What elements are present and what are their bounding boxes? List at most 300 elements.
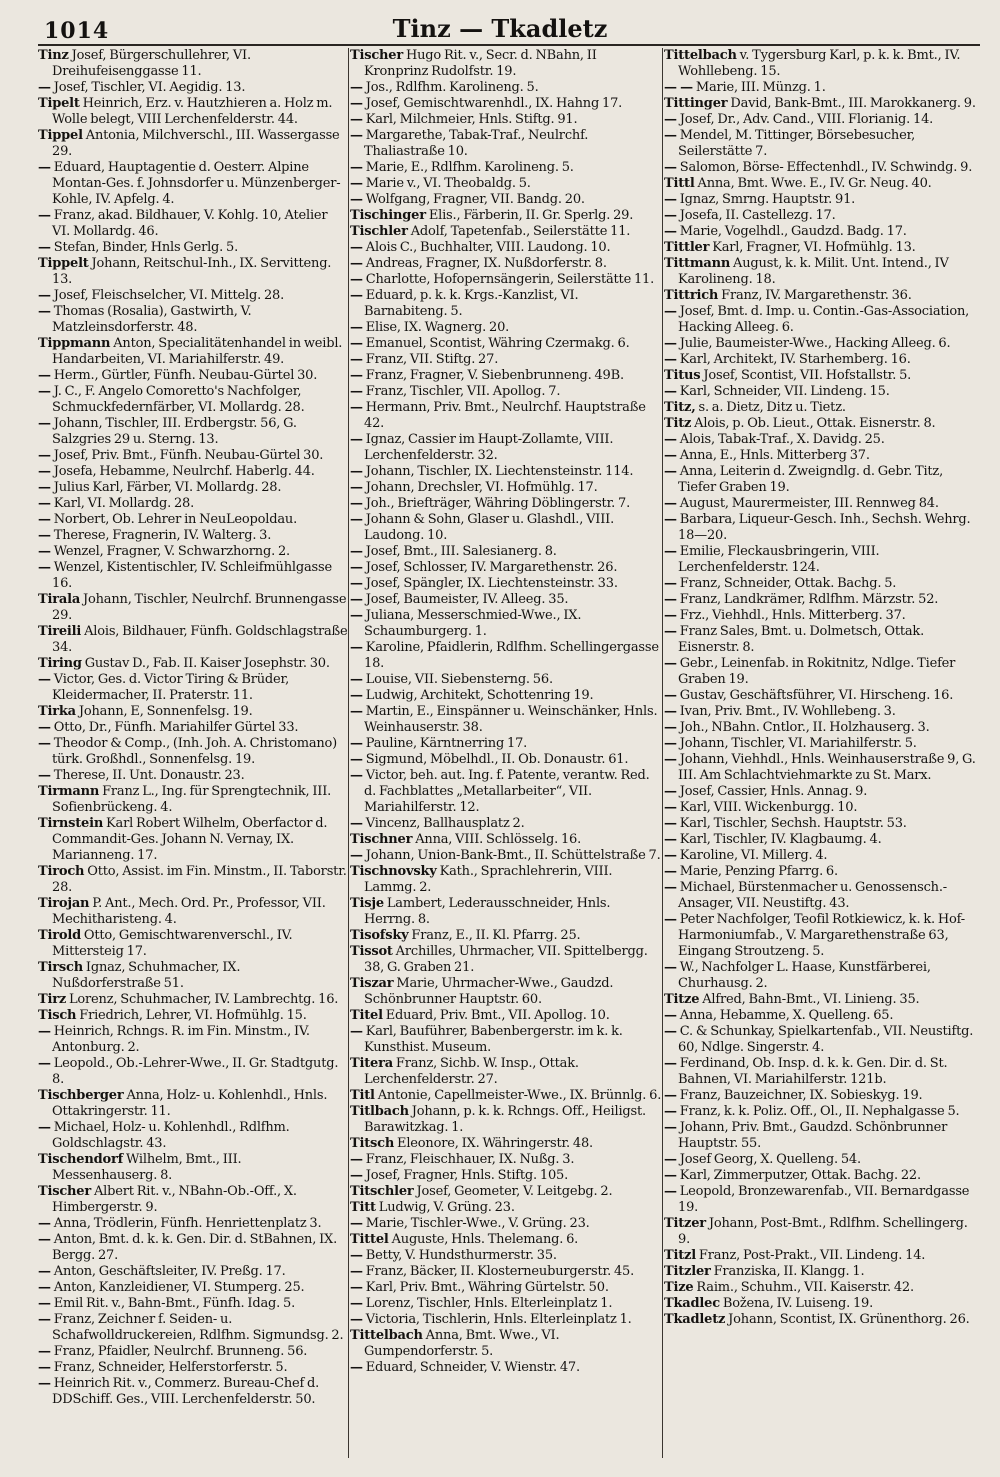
directory-entry: [350, 128, 662, 160]
directory-entry: [664, 240, 980, 256]
directory-entry: [38, 464, 348, 480]
entry-surname: —: [664, 1088, 677, 1103]
entry-details: Archilles, Uhrmacher, VII. Spittelbergg. 38, G. Graben 21.: [364, 944, 648, 975]
directory-entry: [664, 384, 980, 400]
entry-surname: —: [38, 1376, 51, 1391]
entry-surname: —: [350, 112, 363, 127]
directory-entry: [38, 1216, 348, 1232]
entry-details: Mendel, M. Tittinger, Börsebesucher, Seilerstätte 7.: [678, 128, 916, 159]
directory-entry: [664, 848, 980, 864]
entry-surname: —: [350, 592, 363, 607]
entry-surname: —: [664, 1120, 677, 1135]
directory-entry: [350, 640, 662, 672]
directory-entry: [664, 784, 980, 800]
directory-entry: [664, 96, 980, 112]
directory-entry: [664, 1008, 980, 1024]
directory-entry: [350, 544, 662, 560]
directory-entry: [38, 544, 348, 560]
directory-entry: [664, 288, 980, 304]
directory-entry: [664, 720, 980, 736]
entry-surname: —: [350, 1264, 363, 1279]
entry-surname: —: [664, 576, 677, 591]
entry-details: Josef, Gemischtwarenhdl., IX. Hahng 17.: [365, 96, 623, 111]
entry-surname: Tisch: [38, 1008, 77, 1023]
directory-entry: [350, 816, 662, 832]
directory-entry: [664, 736, 980, 752]
entry-surname: —: [664, 1024, 677, 1039]
entry-details: Marie, Tischler-Wwe., V. Grüng. 23.: [365, 1216, 590, 1231]
entry-surname: —: [664, 848, 677, 863]
directory-entry: [350, 832, 662, 848]
directory-entry: [38, 1280, 348, 1296]
entry-details: Victor, beh. aut. Ing. f. Patente, verantw. Red. d. Fachblattes „Metallarbeiter“, VII. Mariahilferstr. 12.: [364, 768, 650, 815]
entry-surname: —: [350, 352, 363, 367]
entry-surname: Tittinger: [664, 96, 728, 111]
entry-details: Gebr., Leinenfab. in Rokitnitz, Ndlge. Tiefer Graben 19.: [678, 656, 956, 687]
entry-surname: Tischendorf: [38, 1152, 124, 1167]
directory-entry: [664, 912, 980, 960]
entry-details: Johann, Viehhdl., Hnls. Weinhauserstraße 9, G. III. Am Schlachtviehmarkte zu St. Marx.: [678, 752, 976, 783]
entry-details: Lorenz, Tischler, Hnls. Elterleinplatz 1.: [365, 1296, 613, 1311]
entry-surname: —: [350, 1280, 363, 1295]
entry-surname: Titlbach: [350, 1104, 409, 1119]
entry-details: Sigmund, Möbelhdl., II. Ob. Donaustr. 61.: [365, 752, 629, 767]
entry-surname: —: [350, 480, 363, 495]
entry-surname: —: [664, 736, 677, 751]
entry-surname: —: [350, 848, 363, 863]
entry-details: Johann, p. k. k. Rchngs. Off., Heiligst. Barawitzkag. 1.: [364, 1104, 646, 1135]
entry-surname: —: [664, 608, 677, 623]
directory-entry: [38, 480, 348, 496]
directory-entry: [664, 224, 980, 240]
entry-surname: —: [38, 1312, 51, 1327]
directory-entry: [350, 736, 662, 752]
entry-surname: —: [350, 704, 363, 719]
directory-entry: [350, 1216, 662, 1232]
entry-details: Franz, IV. Margarethenstr. 36.: [721, 288, 912, 303]
entry-details: Karl, Priv. Bmt., Währing Gürtelstr. 50.: [365, 1280, 609, 1295]
entry-details: Josef, Baumeister, IV. Alleeg. 35.: [365, 592, 569, 607]
directory-entry: [38, 896, 348, 928]
entry-details: Pauline, Kärntnerring 17.: [365, 736, 528, 751]
column-divider: [662, 48, 663, 1458]
directory-entry: [350, 256, 662, 272]
entry-surname: —: [350, 160, 363, 175]
entry-details: Michael, Holz- u. Kohlenhdl., Rdlfhm. Goldschlagstr. 43.: [52, 1120, 290, 1151]
entry-surname: Tittelbach: [350, 1328, 423, 1343]
entry-details: Kath., Sprachlehrerin, VIII. Lammg. 2.: [364, 864, 613, 895]
entry-surname: —: [38, 416, 51, 431]
directory-entry: [664, 1088, 980, 1104]
entry-details: Johann, Tischler, IX. Liechtensteinstr. 114.: [365, 464, 634, 479]
entry-surname: —: [350, 96, 363, 111]
entry-surname: —: [664, 960, 677, 975]
entry-details: Betty, V. Hundsthurmerstr. 35.: [365, 1248, 557, 1263]
entry-details: Friedrich, Lehrer, VI. Hofmühlg. 15.: [79, 1008, 307, 1023]
entry-surname: —: [664, 1008, 677, 1023]
entry-surname: —: [664, 800, 677, 815]
directory-entry: [38, 1376, 348, 1408]
entry-surname: Titzler: [664, 1264, 711, 1279]
directory-entry: [664, 448, 980, 464]
entry-surname: —: [350, 576, 363, 591]
directory-entry: [350, 80, 662, 96]
directory-entry: [38, 672, 348, 704]
entry-surname: —: [350, 736, 363, 751]
entry-details: Franz, Bauzeichner, IX. Sobieskyg. 19.: [679, 1088, 923, 1103]
directory-entry: [38, 1232, 348, 1264]
entry-details: Alois C., Buchhalter, VIII. Laudong. 10.: [365, 240, 611, 255]
entry-surname: —: [350, 608, 363, 623]
entry-details: Karl Robert Wilhelm, Oberfactor d. Commandit-Ges. Johann N. Vernay, IX. Marianneng. 17.: [52, 816, 328, 863]
entry-details: August, Maurermeister, III. Rennweg 84.: [679, 496, 939, 511]
directory-entry: [38, 864, 348, 896]
entry-details: Franz, Fragner, V. Siebenbrunneng. 49B.: [365, 368, 624, 383]
entry-details: Josef, Cassier, Hnls. Annag. 9.: [679, 784, 868, 799]
entry-details: Wilhelm, Bmt., III. Messenhauserg. 8.: [52, 1152, 242, 1183]
directory-entry: [38, 768, 348, 784]
entry-details: Anna, Bmt. Wwe. E., IV. Gr. Neug. 40.: [697, 176, 932, 191]
entry-surname: Titl: [350, 1088, 375, 1103]
entry-surname: —: [38, 384, 51, 399]
entry-details: Franz, k. k. Poliz. Off., Ol., II. Nephalgasse 5.: [679, 1104, 960, 1119]
entry-surname: —: [350, 1360, 363, 1375]
directory-entry: [664, 960, 980, 992]
entry-details: Božena, IV. Luiseng. 19.: [722, 1296, 874, 1311]
entry-details: Alfred, Bahn-Bmt., VI. Linieng. 35.: [702, 992, 920, 1007]
entry-details: Josef, Priv. Bmt., Fünfh. Neubau-Gürtel 30.: [53, 448, 324, 463]
entry-details: Frz., Viehhdl., Hnls. Mitterberg. 37.: [679, 608, 906, 623]
entry-details: Julius Karl, Färber, VI. Mollardg. 28.: [53, 480, 282, 495]
directory-entry: [38, 656, 348, 672]
directory-entry: [664, 544, 980, 576]
directory-entry: [38, 1056, 348, 1088]
entry-surname: Tiszar: [350, 976, 394, 991]
entry-details: Heinrich, Rchngs. R. im Fin. Minstm., IV. Antonburg. 2.: [52, 1024, 310, 1055]
entry-details: Theodor & Comp., (Inh. Joh. A. Christomano) türk. Großhdl., Sonnenfelsg. 19.: [52, 736, 338, 767]
entry-details: Therese, Fragnerin, IV. Walterg. 3.: [53, 528, 272, 543]
entry-details: Franz L., Ing. für Sprengtechnik, III. Sofienbrückeng. 4.: [52, 784, 332, 815]
directory-entry: [664, 512, 980, 544]
entry-details: Joh., NBahn. Cntlor., II. Holzhauserg. 3.: [679, 720, 930, 735]
directory-entry: [350, 1200, 662, 1216]
entry-details: Marie, E., Rdlfhm. Karolineng. 5.: [365, 160, 574, 175]
entry-details: Otto, Dr., Fünfh. Mariahilfer Gürtel 33.: [53, 720, 299, 735]
entry-surname: —: [664, 384, 677, 399]
entry-details: Josef, Fleischselcher, VI. Mittelg. 28.: [53, 288, 285, 303]
entry-details: Johann, Union-Bank-Bmt., II. Schüttelstraße 7.: [365, 848, 661, 863]
entry-surname: —: [664, 624, 677, 639]
entry-surname: —: [350, 688, 363, 703]
entry-details: Josef, Bürgerschullehrer, VI. Dreihufeisenggasse 11.: [52, 48, 251, 79]
entry-details: Karl, Milchmeier, Hnls. Stiftg. 91.: [365, 112, 578, 127]
entry-surname: —: [38, 560, 51, 575]
entry-details: P. Ant., Mech. Ord. Pr., Professor, VII. Mechitharisteng. 4.: [52, 896, 326, 927]
entry-details: Johann, Tischler, III. Erdbergstr. 56, G. Salzgries 29 u. Sterng. 13.: [52, 416, 297, 447]
entry-details: Karl, Tischler, Sechsh. Hauptstr. 53.: [679, 816, 907, 831]
entry-details: Ivan, Priv. Bmt., IV. Wohllebeng. 3.: [679, 704, 896, 719]
entry-details: David, Bank-Bmt., III. Marokkanerg. 9.: [730, 96, 976, 111]
entry-surname: —: [38, 480, 51, 495]
entry-surname: —: [350, 176, 363, 191]
entry-details: August, k. k. Milit. Unt. Intend., IV Karolineng. 18.: [678, 256, 949, 287]
entry-details: Michael, Bürstenmacher u. Genossensch.-Ansager, VII. Neustiftg. 43.: [678, 880, 947, 911]
entry-surname: Tittelbach: [664, 48, 737, 63]
directory-entry: [664, 576, 980, 592]
entry-surname: Tischer: [38, 1184, 92, 1199]
entry-details: Josef, Schlosser, IV. Margarethenstr. 26.: [365, 560, 618, 575]
entry-surname: —: [664, 880, 677, 895]
entry-details: Josef, Bmt. d. Imp. u. Contin.-Gas-Association, Hacking Alleeg. 6.: [678, 304, 970, 335]
entry-details: Josef, Spängler, IX. Liechtensteinstr. 33.: [365, 576, 618, 591]
entry-details: Joh., Briefträger, Währing Döblingerstr. 7.: [365, 496, 631, 511]
entry-details: Johann, Post-Bmt., Rdlfhm. Schellingerg. 9.: [678, 1216, 968, 1247]
entry-details: Franz Sales, Bmt. u. Dolmetsch, Ottak. Eisnerstr. 8.: [678, 624, 925, 655]
entry-details: Salomon, Börse- Effectenhdl., IV. Schwindg. 9.: [679, 160, 973, 175]
entry-surname: —: [350, 752, 363, 767]
directory-entry: [664, 1120, 980, 1152]
directory-entry: [350, 1024, 662, 1056]
entry-surname: —: [38, 1344, 51, 1359]
entry-surname: —: [664, 112, 677, 127]
entry-surname: Titel: [350, 1008, 383, 1023]
entry-details: Raim., Schuhm., VII. Kaiserstr. 42.: [696, 1280, 914, 1295]
entry-surname: —: [664, 128, 677, 143]
directory-entry: [664, 256, 980, 288]
entry-surname: —: [350, 512, 363, 527]
directory-entry: [38, 128, 348, 160]
entry-details: Charlotte, Hofopernsängerin, Seilerstätte 11.: [365, 272, 655, 287]
directory-entry: [350, 1296, 662, 1312]
entry-surname: —: [664, 1184, 677, 1199]
directory-entry: [38, 304, 348, 336]
entry-surname: —: [350, 1248, 363, 1263]
directory-entry: [664, 1168, 980, 1184]
entry-details: Hermann, Priv. Bmt., Neulrchf. Hauptstraße 42.: [364, 400, 646, 431]
entry-surname: Tipelt: [38, 96, 80, 111]
entry-surname: Titera: [350, 1056, 393, 1071]
entry-details: Karoline, VI. Millerg. 4.: [679, 848, 828, 863]
entry-surname: Titsch: [350, 1136, 395, 1151]
directory-entry: [664, 160, 980, 176]
directory-entry: [350, 1168, 662, 1184]
entry-details: Alois, Tabak-Traf., X. Davidg. 25.: [679, 432, 885, 447]
directory-entry: [350, 1008, 662, 1024]
entry-details: Marie, III. Münzg. 1.: [695, 80, 826, 95]
entry-details: Stefan, Binder, Hnls Gerlg. 5.: [53, 240, 239, 255]
directory-entry: [350, 112, 662, 128]
entry-surname: Tischnovsky: [350, 864, 437, 879]
entry-details: Antonie, Capellmeister-Wwe., IX. Brünnlg. 6.: [377, 1088, 662, 1103]
directory-entry: [664, 208, 980, 224]
entry-details: Franziska, II. Klangg. 1.: [713, 1264, 865, 1279]
directory-entry: [664, 192, 980, 208]
entry-details: Emilie, Fleckausbringerin, VIII. Lerchenfelderstr. 124.: [678, 544, 880, 575]
directory-entry: [38, 1312, 348, 1344]
entry-details: Franz, Bäcker, II. Klosterneuburgerstr. 45.: [365, 1264, 635, 1279]
directory-entry: [38, 1152, 348, 1184]
directory-entry: [350, 1056, 662, 1088]
entry-details: Albert Rit. v., NBahn-Ob.-Off., X. Himbergerstr. 9.: [52, 1184, 297, 1215]
directory-entry: [38, 1088, 348, 1120]
entry-surname: Tischler: [350, 224, 408, 239]
entry-surname: —: [664, 208, 677, 223]
entry-details: Eduard, p. k. k. Krgs.-Kanzlist, VI. Barnabiteng. 5.: [364, 288, 579, 319]
entry-details: Louise, VII. Siebensterng. 56.: [365, 672, 553, 687]
entry-surname: Tinz: [38, 48, 69, 63]
directory-entry: [664, 608, 980, 624]
directory-entry: [664, 352, 980, 368]
directory-entry: [350, 432, 662, 464]
directory-entry: [350, 1104, 662, 1136]
directory-entry: [664, 304, 980, 336]
entry-details: Therese, II. Unt. Donaustr. 23.: [53, 768, 245, 783]
entry-details: Alois, p. Ob. Lieut., Ottak. Eisnerstr. 8.: [694, 416, 936, 431]
directory-entry: [350, 560, 662, 576]
entry-surname: Tittmann: [664, 256, 731, 271]
entry-surname: —: [350, 192, 363, 207]
entry-surname: —: [38, 1264, 51, 1279]
entry-surname: Tirmann: [38, 784, 100, 799]
entry-surname: —: [38, 448, 51, 463]
entry-surname: —: [350, 272, 363, 287]
entry-surname: Tippmann: [38, 336, 111, 351]
directory-entry: [664, 432, 980, 448]
directory-entry: [664, 992, 980, 1008]
directory-entry: [350, 1088, 662, 1104]
entry-details: Eduard, Priv. Bmt., VII. Apollog. 10.: [385, 1008, 610, 1023]
page-number: 1014: [44, 18, 110, 44]
entry-surname: —: [664, 464, 677, 479]
entry-details: Johann & Sohn, Glaser u. Glashdl., VIII. Laudong. 10.: [364, 512, 615, 543]
entry-details: Johann, Reitschul-Inh., IX. Servitteng. 13.: [52, 256, 332, 287]
entry-details: Eduard, Schneider, V. Wienstr. 47.: [365, 1360, 580, 1375]
directory-entry: [664, 464, 980, 496]
directory-entry: [38, 1120, 348, 1152]
entry-details: Thomas (Rosalia), Gastwirth, V. Matzleinsdorferstr. 48.: [52, 304, 252, 335]
entry-surname: —: [350, 128, 363, 143]
entry-surname: —: [350, 1296, 363, 1311]
entry-surname: Titze: [664, 992, 700, 1007]
entry-surname: —: [38, 80, 51, 95]
directory-entry: [38, 160, 348, 208]
entry-surname: —: [350, 384, 363, 399]
entry-details: Vincenz, Ballhausplatz 2.: [365, 816, 525, 831]
directory-entry: [350, 512, 662, 544]
entry-details: Ignaz, Smrng. Hauptstr. 91.: [679, 192, 856, 207]
entry-surname: Tirold: [38, 928, 81, 943]
directory-entry: [38, 592, 348, 624]
entry-details: Eleonore, IX. Währingerstr. 48.: [397, 1136, 593, 1151]
entry-surname: —: [38, 672, 51, 687]
directory-entry: [664, 1056, 980, 1088]
directory-entry: [664, 592, 980, 608]
entry-surname: —: [350, 496, 363, 511]
entry-surname: Tissot: [350, 944, 393, 959]
entry-details: Margarethe, Tabak-Traf., Neulrchf. Thaliastraße 10.: [364, 128, 589, 159]
entry-surname: —: [350, 1152, 363, 1167]
directory-entry: [38, 384, 348, 416]
entry-surname: Tiring: [38, 656, 82, 671]
column-3: [664, 48, 980, 1458]
entry-surname: —: [38, 1360, 51, 1375]
entry-surname: Titzl: [664, 1248, 696, 1263]
entry-details: Karl, Architekt, IV. Starhemberg. 16.: [679, 352, 911, 367]
entry-details: Franz, Schneider, Ottak. Bachg. 5.: [679, 576, 897, 591]
entry-surname: —: [664, 496, 677, 511]
entry-details: Ludwig, Architekt, Schottenring 19.: [365, 688, 594, 703]
entry-surname: —: [38, 1120, 51, 1135]
entry-surname: —: [350, 1024, 363, 1039]
directory-entry: [38, 208, 348, 240]
entry-surname: —: [350, 288, 363, 303]
entry-details: Anton, Geschäftsleiter, IV. Preßg. 17.: [53, 1264, 286, 1279]
directory-entry: [350, 688, 662, 704]
entry-details: Heinrich Rit. v., Commerz. Bureau-Chef d. DDSchiff. Ges., VIII. Lerchenfelderstr. 50.: [52, 1376, 320, 1407]
entry-surname: Tireili: [38, 624, 82, 639]
entry-details: Ignaz, Cassier im Haupt-Zollamte, VIII. Lerchenfelderstr. 32.: [364, 432, 614, 463]
directory-entry: [664, 48, 980, 80]
directory-entry: [38, 416, 348, 448]
entry-details: Franz, Fleischhauer, IX. Nußg. 3.: [365, 1152, 575, 1167]
entry-details: Marie v., VI. Theobaldg. 5.: [365, 176, 531, 191]
directory-entry: [350, 672, 662, 688]
entry-surname: —: [350, 240, 363, 255]
entry-surname: —: [38, 496, 51, 511]
entry-details: Elis., Färberin, II. Gr. Sperlg. 29.: [428, 208, 634, 223]
entry-surname: —: [664, 752, 677, 767]
entry-surname: —: [350, 80, 363, 95]
directory-entry: [350, 608, 662, 640]
entry-details: Karl, Fragner, VI. Hofmühlg. 13.: [712, 240, 916, 255]
entry-surname: —: [664, 160, 677, 175]
entry-details: Josefa, Hebamme, Neulrchf. Haberlg. 44.: [53, 464, 315, 479]
entry-details: Anna, Leiterin d. Zweigndlg. d. Gebr. Titz, Tiefer Graben 19.: [678, 464, 944, 495]
entry-details: Hugo Rit. v., Secr. d. NBahn, II Kronprinz Rudolfstr. 19.: [364, 48, 597, 79]
entry-surname: —: [38, 768, 51, 783]
directory-entry: [664, 400, 980, 416]
directory-entry: [350, 1280, 662, 1296]
directory-entry: [38, 816, 348, 864]
entry-details: Julie, Baumeister-Wwe., Hacking Alleeg. 6.: [679, 336, 951, 351]
entry-details: Emanuel, Scontist, Währing Czermakg. 6.: [365, 336, 630, 351]
entry-details: v. Tygersburg Karl, p. k. k. Bmt., IV. Wohllebeng. 15.: [678, 48, 961, 79]
entry-surname: —: [38, 160, 51, 175]
entry-details: Andreas, Fragner, IX. Nußdorferstr. 8.: [365, 256, 607, 271]
entry-surname: —: [664, 544, 677, 559]
entry-details: Otto, Assist. im Fin. Minstm., II. Taborstr. 28.: [52, 864, 347, 895]
entry-surname: Tippelt: [38, 256, 89, 271]
entry-surname: —: [350, 400, 363, 415]
entry-surname: Tittel: [350, 1232, 389, 1247]
directory-entry: [350, 1232, 662, 1248]
entry-details: Johann, Tischler, VI. Mariahilferstr. 5.: [679, 736, 917, 751]
directory-entry: [350, 496, 662, 512]
directory-entry: [38, 256, 348, 288]
directory-entry: [664, 128, 980, 160]
entry-details: Ferdinand, Ob. Insp. d. k. k. Gen. Dir. d. St. Bahnen, VI. Mariahilferstr. 121b.: [678, 1056, 948, 1087]
directory-entry: [38, 560, 348, 592]
entry-surname: —: [38, 464, 51, 479]
entry-details: Otto, Gemischtwarenverschl., IV. Mittersteig 17.: [52, 928, 293, 959]
entry-details: Marie, Penzing Pfarrg. 6.: [679, 864, 838, 879]
directory-entry: [664, 1024, 980, 1056]
entry-surname: Titus: [664, 368, 701, 383]
directory-entry: [38, 496, 348, 512]
entry-details: Karl, Zimmerputzer, Ottak. Bachg. 22.: [679, 1168, 921, 1183]
entry-surname: —: [350, 336, 363, 351]
directory-entry: [350, 240, 662, 256]
